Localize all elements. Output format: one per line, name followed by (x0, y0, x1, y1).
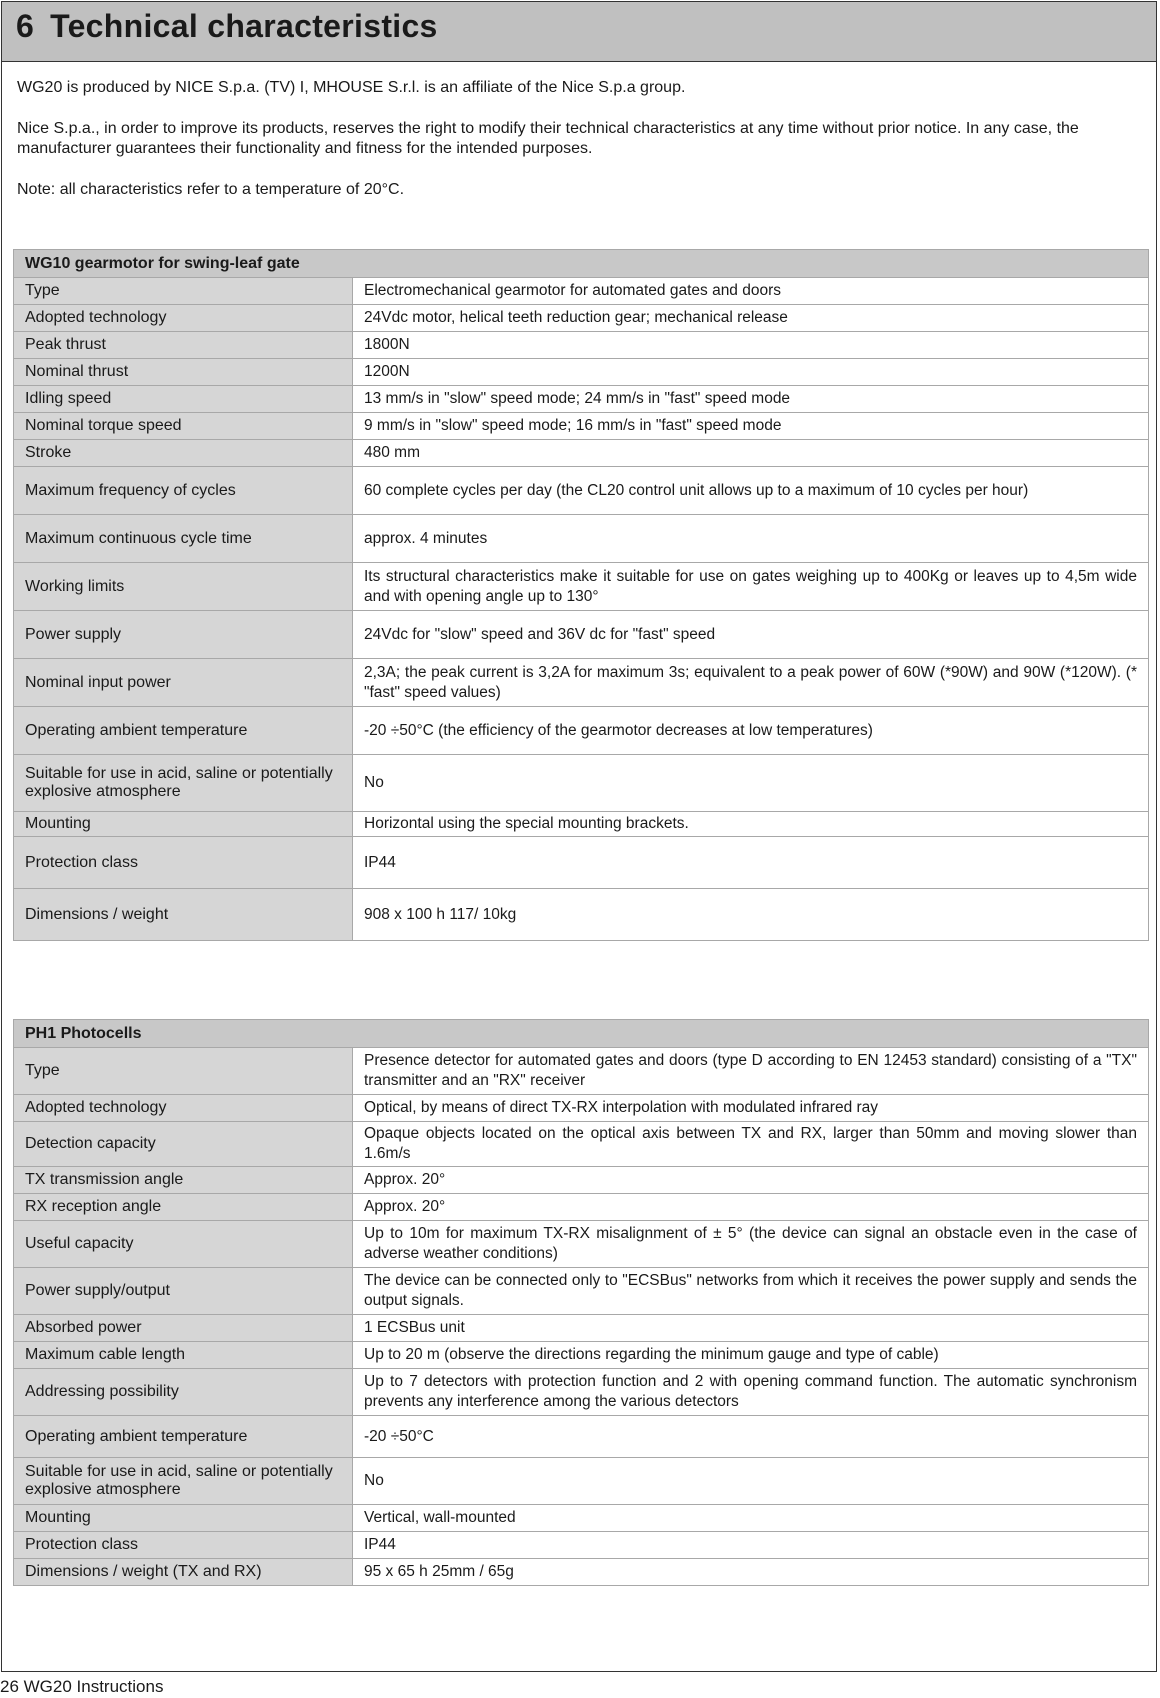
table-row (14, 467, 1149, 515)
row-value: 13 mm/s in "slow" speed mode; 24 mm/s in "fast" speed mode (353, 386, 1149, 413)
row-value: 60 complete cycles per day (the CL20 control unit allows up to a maximum of 10 cycles per hour) (353, 467, 1149, 515)
row-value: Up to 10m for maximum TX-RX misalignment of ± 5° (the device can signal an obstacle even in the case of adverse weather conditions) (353, 1221, 1149, 1268)
row-value: -20 ÷50°C (353, 1416, 1149, 1458)
table-row (14, 1458, 1149, 1505)
row-label: Operating ambient temperature (14, 707, 353, 755)
table-row (14, 1167, 1149, 1194)
row-label: Type (14, 1048, 353, 1095)
row-label: Nominal torque speed (14, 413, 353, 440)
row-value: IP44 (353, 1532, 1149, 1559)
row-value: 908 x 100 h 117/ 10kg (353, 889, 1149, 941)
table-row (14, 563, 1149, 611)
row-label: Maximum continuous cycle time (14, 515, 353, 563)
table-row (14, 1122, 1149, 1167)
table-row (14, 1532, 1149, 1559)
row-value: Approx. 20° (353, 1167, 1149, 1194)
row-label: Idling speed (14, 386, 353, 413)
row-value: 95 x 65 h 25mm / 65g (353, 1559, 1149, 1586)
row-label: Power supply (14, 611, 353, 659)
row-value: No (353, 1458, 1149, 1505)
table-row (14, 1315, 1149, 1342)
row-value: 24Vdc for "slow" speed and 36V dc for "fast" speed (353, 611, 1149, 659)
row-label: Maximum frequency of cycles (14, 467, 353, 515)
section-number: 6 (16, 8, 35, 44)
wg10-spec-table (13, 249, 1149, 941)
row-value: Electromechanical gearmotor for automated gates and doors (353, 278, 1149, 305)
row-value: 24Vdc motor, helical teeth reduction gear; mechanical release (353, 305, 1149, 332)
row-label: Stroke (14, 440, 353, 467)
row-value: 480 mm (353, 440, 1149, 467)
table-row (14, 305, 1149, 332)
intro-paragraph-1: WG20 is produced by NICE S.p.a. (TV) I, MHOUSE S.r.l. is an affiliate of the Nice S.p.a group. (17, 79, 686, 96)
row-label: Absorbed power (14, 1315, 353, 1342)
row-label: Useful capacity (14, 1221, 353, 1268)
row-value: 2,3A; the peak current is 3,2A for maximum 3s; equivalent to a peak power of 60W (*90W) and 90W (*120W). (* "fast" speed values) (353, 659, 1149, 707)
table-row (14, 386, 1149, 413)
row-value: -20 ÷50°C (the efficiency of the gearmotor decreases at low temperatures) (353, 707, 1149, 755)
row-label: Power supply/output (14, 1268, 353, 1315)
row-label: Mounting (14, 1505, 353, 1532)
table-row (14, 413, 1149, 440)
row-value: 1800N (353, 332, 1149, 359)
row-value: The device can be connected only to "ECSBus" networks from which it receives the power supply and sends the output signals. (353, 1268, 1149, 1315)
row-label: Suitable for use in acid, saline or potentially explosive atmosphere (14, 1458, 353, 1505)
row-label: Detection capacity (14, 1122, 353, 1167)
row-value: 1200N (353, 359, 1149, 386)
row-value: 1 ECSBus unit (353, 1315, 1149, 1342)
table-row (14, 1342, 1149, 1369)
table-row (14, 359, 1149, 386)
table-row (14, 889, 1149, 941)
table-row (14, 1416, 1149, 1458)
row-label: Adopted technology (14, 305, 353, 332)
row-label: Addressing possibility (14, 1369, 353, 1416)
table-row (14, 1095, 1149, 1122)
row-label: Suitable for use in acid, saline or potentially explosive atmosphere (14, 755, 353, 812)
row-value: Horizontal using the special mounting brackets. (353, 812, 1149, 837)
table-header-row (14, 1020, 1149, 1048)
table-row (14, 812, 1149, 837)
ph1-table-title: PH1 Photocells (14, 1020, 1149, 1048)
section-title-text: Technical characteristics (50, 8, 438, 44)
page-footer: 26 WG20 Instructions (0, 1677, 164, 1696)
table-header-row (14, 250, 1149, 278)
row-label: Mounting (14, 812, 353, 837)
row-value: Vertical, wall-mounted (353, 1505, 1149, 1532)
table-row (14, 755, 1149, 812)
row-label: TX transmission angle (14, 1167, 353, 1194)
row-value: Up to 20 m (observe the directions regarding the minimum gauge and type of cable) (353, 1342, 1149, 1369)
table-row (14, 515, 1149, 563)
row-label: Maximum cable length (14, 1342, 353, 1369)
row-value: IP44 (353, 837, 1149, 889)
row-label: Nominal input power (14, 659, 353, 707)
row-value: approx. 4 minutes (353, 515, 1149, 563)
row-value: Approx. 20° (353, 1194, 1149, 1221)
table-row (14, 1559, 1149, 1586)
row-label: Dimensions / weight (TX and RX) (14, 1559, 353, 1586)
table-row (14, 332, 1149, 359)
table-row (14, 440, 1149, 467)
section-header (2, 2, 1156, 62)
row-label: RX reception angle (14, 1194, 353, 1221)
row-label: Working limits (14, 563, 353, 611)
row-value: Presence detector for automated gates and doors (type D according to EN 12453 standard) consisting of a "TX" transmitter and an "RX" receiver (353, 1048, 1149, 1095)
table-row (14, 707, 1149, 755)
section-title (16, 8, 438, 45)
ph1-spec-table (13, 1019, 1149, 1586)
row-label: Peak thrust (14, 332, 353, 359)
row-value: No (353, 755, 1149, 812)
table-row (14, 1505, 1149, 1532)
row-value: Opaque objects located on the optical axis between TX and RX, larger than 50mm and moving slower than 1.6m/s (353, 1122, 1149, 1167)
table-row (14, 1048, 1149, 1095)
row-value: Optical, by means of direct TX-RX interpolation with modulated infrared ray (353, 1095, 1149, 1122)
row-label: Operating ambient temperature (14, 1416, 353, 1458)
row-label: Nominal thrust (14, 359, 353, 386)
row-value: Up to 7 detectors with protection function and 2 with opening command function. The automatic synchronism prevents any interference among the various detectors (353, 1369, 1149, 1416)
table-row (14, 1194, 1149, 1221)
table-row (14, 837, 1149, 889)
intro-paragraph-2: Nice S.p.a., in order to improve its products, reserves the right to modify their technical characteristics at any time without prior notice. In any case, the manufacturer guarantees their functionality and fitness for the intended purposes. (17, 120, 1079, 157)
wg10-table-title: WG10 gearmotor for swing-leaf gate (14, 250, 1149, 278)
row-label: Dimensions / weight (14, 889, 353, 941)
table-row (14, 1221, 1149, 1268)
row-value: Its structural characteristics make it suitable for use on gates weighing up to 400Kg or leaves up to 4,5m wide and with opening angle up to 130° (353, 563, 1149, 611)
table-row (14, 278, 1149, 305)
row-label: Adopted technology (14, 1095, 353, 1122)
row-label: Protection class (14, 837, 353, 889)
row-value: 9 mm/s in "slow" speed mode; 16 mm/s in "fast" speed mode (353, 413, 1149, 440)
row-label: Type (14, 278, 353, 305)
intro-paragraph-3: Note: all characteristics refer to a temperature of 20°C. (17, 181, 405, 198)
table-row (14, 1268, 1149, 1315)
table-row (14, 659, 1149, 707)
row-label: Protection class (14, 1532, 353, 1559)
table-row (14, 611, 1149, 659)
intro-text (17, 78, 1147, 221)
table-row (14, 1369, 1149, 1416)
